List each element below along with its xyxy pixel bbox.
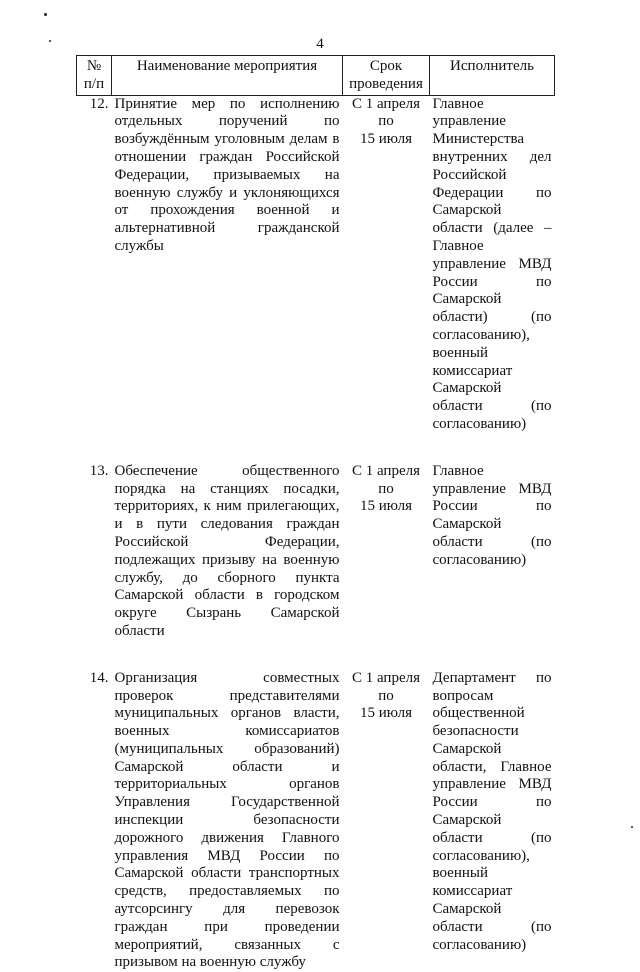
event-executor: Главное управление Министерства внутренних дел Российской Федерации по Самарской области (далее – Главное управление МВД России по Самарской области) (по согласованию), военный комиссариат Самарской области (по согласованию) (432, 95, 552, 432)
term-connector: по (378, 113, 394, 130)
scan-speck (44, 13, 47, 16)
term-end: 15 июля (360, 131, 412, 148)
table-row (77, 463, 555, 641)
row-spacer (77, 434, 555, 463)
event-term (343, 463, 430, 641)
term-connector: по (378, 480, 394, 497)
table-header-row (77, 56, 555, 96)
event-executor: Департамент по вопросам общественной безопасности Самарской области, Главное управление МВД России по Самарской области (по согласованию), военный комиссариат Самарской области (по согласованию) (432, 669, 552, 953)
table-row (77, 670, 555, 972)
event-name: Организация совместных проверок представителями муниципальных органов власти, военных комиссариатов (муниципальных образований) Самарской области и территориальных органов Управления Государственной инспекции безопасности дорожного движения Главного управления МВД России по Самарской области транспортных средств, предоставляемых по аутсорсингу для перевозок граждан при проведении мероприятий, связанных с призывом на военную службу (114, 669, 340, 971)
term-start: С 1 апреля (351, 95, 421, 112)
event-executor: Главное управление МВД России по Самарской области (по согласованию) (432, 462, 552, 568)
row-number: 12. (89, 95, 109, 112)
row-number: 14. (89, 669, 109, 686)
scan-speck (631, 826, 633, 828)
event-term (343, 95, 430, 434)
term-end: 15 июля (360, 498, 412, 515)
page-number: 4 (316, 36, 324, 52)
term-connector: по (378, 687, 394, 704)
event-name: Обеспечение общественного порядка на станциях посадки, территориях, к ним прилегающих, и в пути следования граждан Российской Федерации, подлежащих призыву на военную службу, до сборного пункта Самарской области в городском округе Сызрань Самарской области (114, 462, 340, 639)
header-term: Срок проведения (343, 56, 430, 96)
event-term (343, 670, 430, 972)
term-end: 15 июля (360, 705, 412, 722)
header-num: № п/п (77, 56, 112, 96)
event-name: Принятие мер по исполнению отдельных поручений по возбуждённым уголовным делам в отношении граждан Российской Федерации, призываемых на военную службу и уклоняющихся от прохождения военной и альтернативной гражданской службы (114, 95, 340, 254)
row-number: 13. (89, 462, 109, 479)
term-start: С 1 апреля (351, 669, 421, 686)
table-row (77, 95, 555, 434)
header-executor: Исполнитель (430, 56, 555, 96)
header-name: Наименование мероприятия (112, 56, 343, 96)
row-spacer (77, 641, 555, 670)
term-start: С 1 апреля (351, 462, 421, 479)
events-table (76, 55, 555, 972)
